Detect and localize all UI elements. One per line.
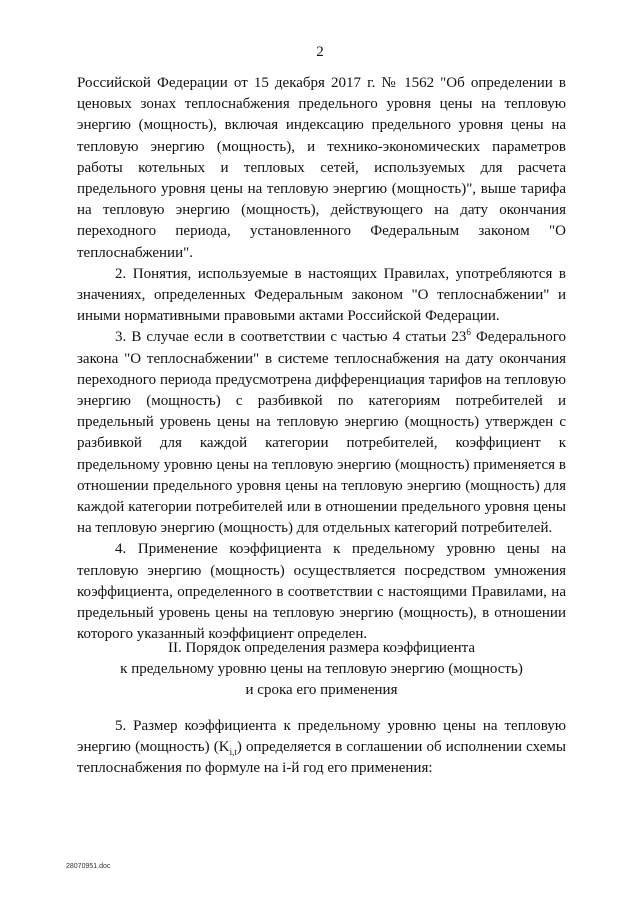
article-superscript: 6 [466,327,471,338]
section-heading-line-1: II. Порядок определения размера коэффициента [167,640,476,656]
section-heading-line-2: к предельному уровню цены на тепловую энергию (мощность) [120,661,523,677]
coefficient-subscript: i,t [229,747,237,758]
paragraph-continuation: Российской Федерации от 15 декабря 2017 г. № 1562 "Об определении в ценовых зонах теплоснабжения предельного уровня цены на тепловую энергию (мощность), включая индексацию предельного уровня цены на тепловую энергию (мощность), и технико-экономических параметров работы котельных и тепловых сетей, используемых для расчета предельного уровня цены на тепловую энергию (мощность)", выше тарифа на тепловую энергию (мощность), действующего на дату окончания переходного периода, установленного Федеральным законом "О теплоснабжении". [77,75,566,261]
paragraph-5 [77,716,566,780]
body-text-upper [77,73,566,645]
paragraph-5-rest: ) определяется в соглашении об исполнении схемы теплоснабжения по формуле на i-й год его применения: [77,739,566,777]
page-number: 2 [316,44,324,60]
body-text-lower [77,716,566,780]
section-heading-line-3: и срока его применения [245,682,398,698]
paragraph-4: 4. Применение коэффициента к предельному уровню цены на тепловую энергию (мощность) осуществляется посредством умножения коэффициента, определенного в соответствии с настоящими Правилами, на предельный уровень цены на тепловую энергию (мощность), в отношении которого указанный коэффициент определен. [77,541,566,643]
paragraph-3 [77,327,566,539]
paragraph-5-start: 5. Размер коэффициента к предельному уровню цены на тепловую энергию (мощность) (K [77,718,566,756]
section-heading [77,638,566,701]
paragraph-3-rest: Федерального закона "О теплоснабжении" в системе теплоснабжения на дату окончания переходного периода предусмотрена дифференциация тарифов на тепловую энергию (мощность) с разбивкой по категориям потребителей и предельный уровень цены на тепловую энергию (мощность) утвержден с разбивкой для каждой категории потребителей, коэффициент к предельному уровню цены на тепловую энергию (мощность) применяется в отношении предельного уровня цены на тепловую энергию (мощность) для каждой категории потребителей или в отношении предельного уровня цены на тепловую энергию (мощность) для отдельных категорий потребителей. [77,329,566,537]
paragraph-3-start: 3. В случае если в соответствии с частью 4 статьи 23 [115,329,467,346]
document-file-code: 28070951.doc [66,863,111,870]
paragraph-2: 2. Понятия, используемые в настоящих Правилах, употребляются в значениях, определенных Федеральным законом "О теплоснабжении" и иными нормативными правовыми актами Российской Федерации. [77,265,566,325]
